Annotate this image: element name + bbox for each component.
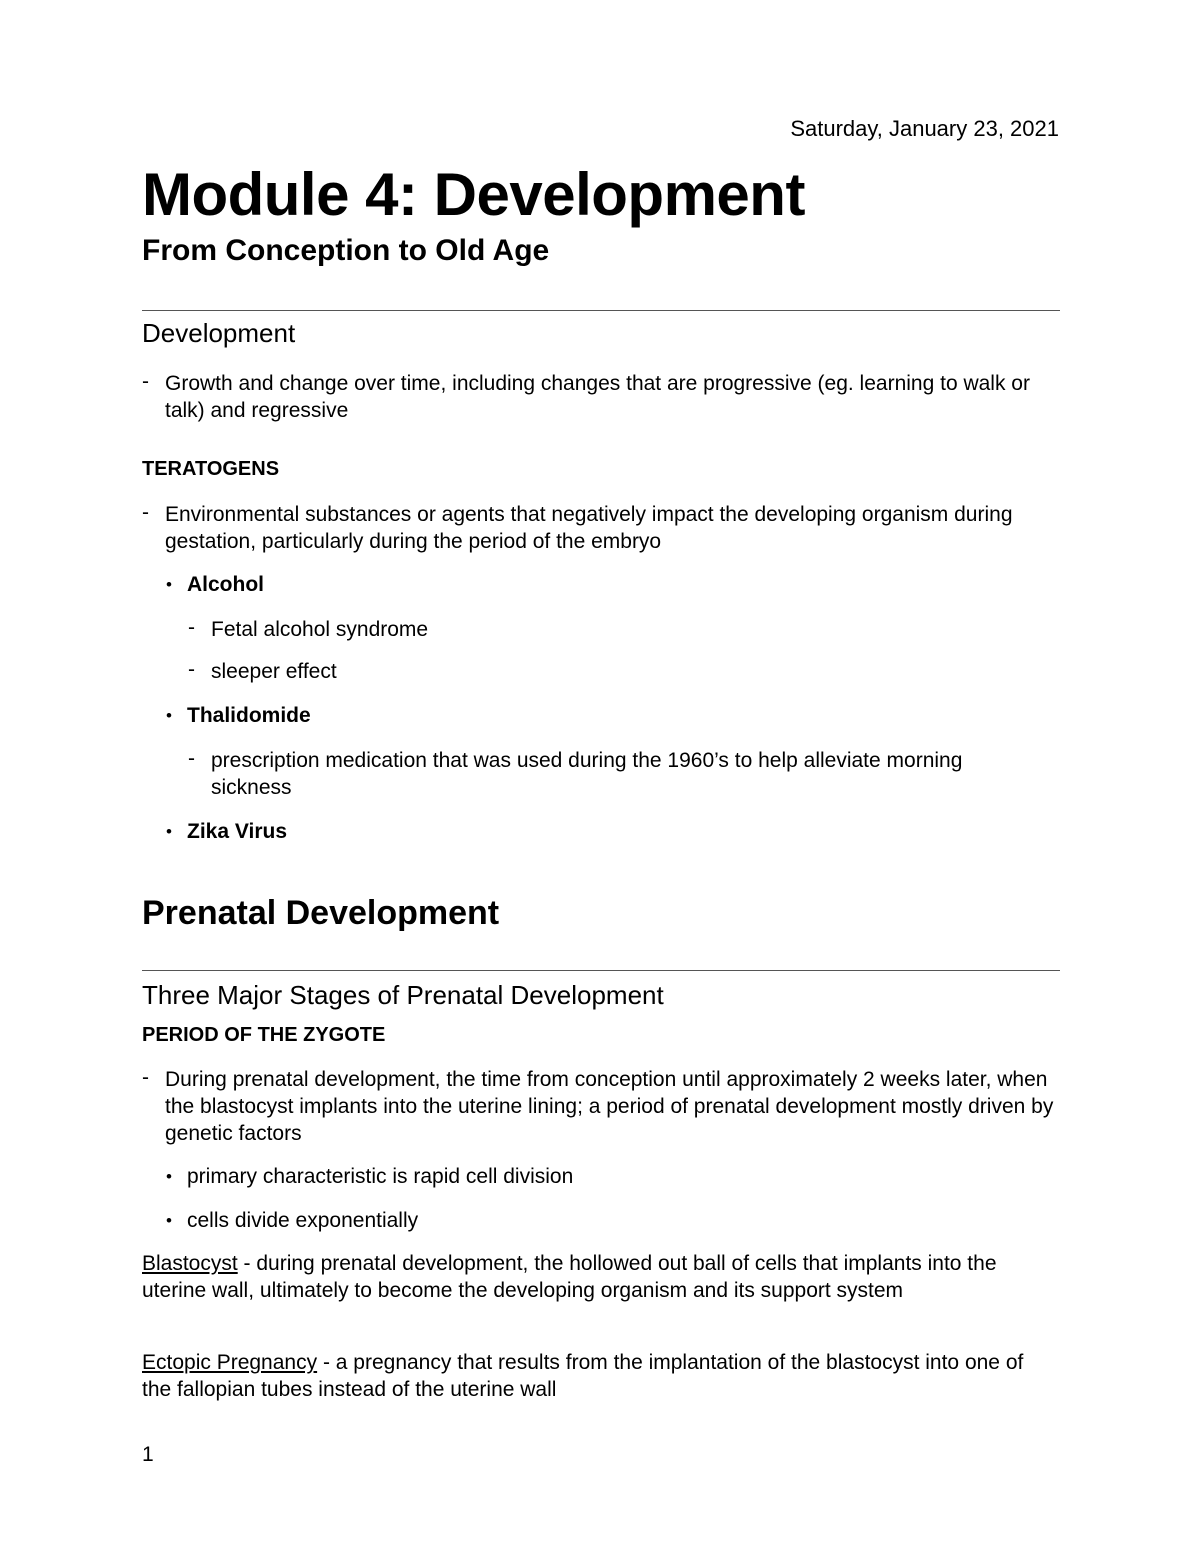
section-heading-development: Development — [142, 318, 296, 348]
ectopic-text: - a pregnancy that results from the implantation of the blastocyst into one of the fallopian tubes instead of the uterine wall — [142, 1351, 1024, 1401]
blastocyst-term: Blastocyst — [142, 1252, 238, 1275]
stages-heading: Three Major Stages of Prenatal Development — [142, 980, 664, 1010]
page-title: Module 4: Development — [142, 161, 805, 228]
bullet-marker: • — [166, 1167, 172, 1186]
blastocyst-definition — [142, 1250, 1047, 1304]
zygote-heading: PERIOD OF THE ZYGOTE — [142, 1024, 386, 1046]
zika-label: Zika Virus — [187, 820, 287, 843]
bullet-marker: • — [166, 706, 172, 725]
bullet-marker: • — [166, 1211, 172, 1230]
zygote-bullet: primary characteristic is rapid cell division — [187, 1165, 574, 1188]
dash-marker: - — [188, 747, 195, 770]
page-subtitle: From Conception to Old Age — [142, 234, 550, 267]
dash-marker: - — [188, 658, 195, 681]
dash-marker: - — [142, 370, 149, 393]
divider — [142, 310, 1060, 311]
dash-marker: - — [142, 501, 149, 524]
thalidomide-description: prescription medication that was used during the 1960’s to help alleviate morning sickness — [211, 749, 963, 799]
blastocyst-text: - during prenatal development, the hollowed out ball of cells that implants into the uterine wall, ultimately to become the developing organism and its support system — [142, 1252, 997, 1302]
zygote-definition: During prenatal development, the time from conception until approximately 2 weeks later, when the blastocyst implants into the uterine lining; a period of prenatal development mostly driven by genetic factors — [165, 1068, 1054, 1145]
ectopic-definition — [142, 1349, 1047, 1403]
bullet-marker: • — [166, 575, 172, 594]
divider — [142, 970, 1060, 971]
alcohol-sub-item: Fetal alcohol syndrome — [211, 618, 429, 641]
zygote-bullet: cells divide exponentially — [187, 1209, 419, 1232]
bullet-marker: • — [166, 822, 172, 841]
development-definition: Growth and change over time, including changes that are progressive (eg. learning to walk or talk) and regressive — [165, 372, 1030, 422]
teratogens-definition: Environmental substances or agents that negatively impact the developing organism during gestation, particularly during the period of the embryo — [165, 503, 1013, 553]
page-number: 1 — [142, 1443, 154, 1466]
alcohol-sub-item: sleeper effect — [211, 660, 337, 683]
ectopic-term: Ectopic Pregnancy — [142, 1351, 318, 1374]
dash-marker: - — [188, 616, 195, 639]
document-date: Saturday, January 23, 2021 — [790, 116, 1059, 141]
thalidomide-label: Thalidomide — [187, 704, 311, 727]
section-heading-prenatal: Prenatal Development — [142, 894, 500, 932]
teratogens-heading: TERATOGENS — [142, 458, 280, 480]
alcohol-label: Alcohol — [187, 573, 264, 596]
dash-marker: - — [142, 1066, 149, 1089]
